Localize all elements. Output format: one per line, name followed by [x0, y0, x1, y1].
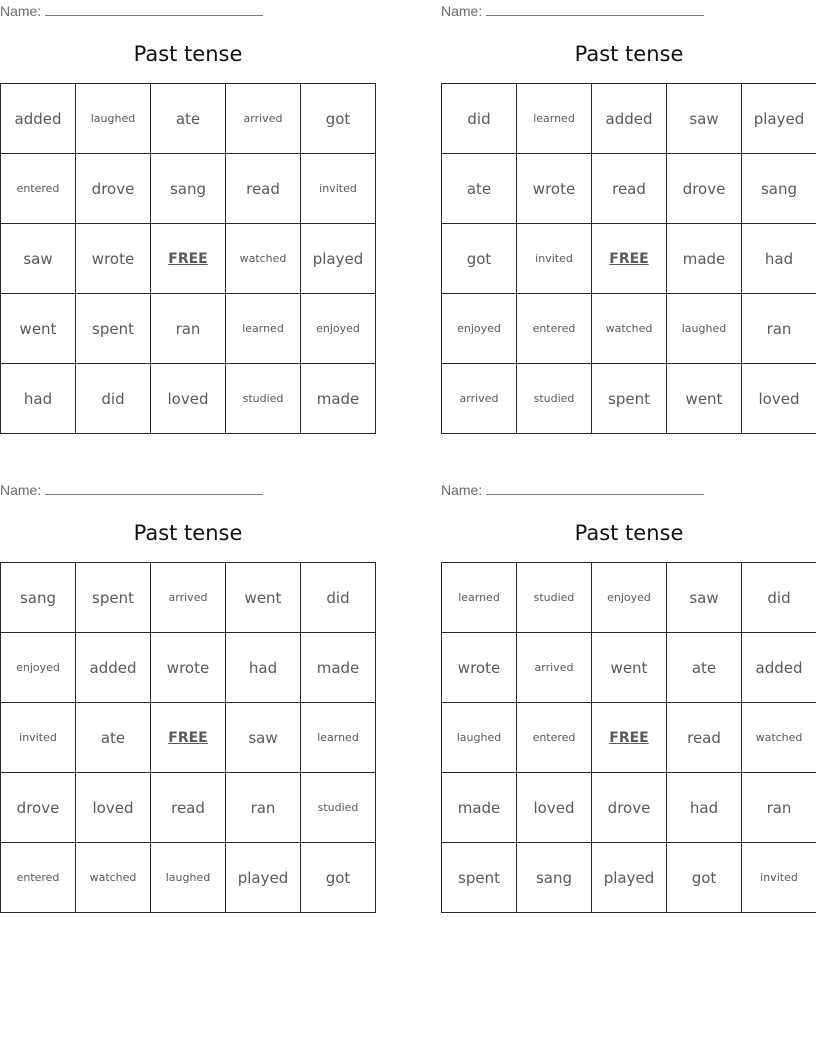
bingo-cell[interactable]: added	[742, 633, 816, 703]
grid-row	[442, 84, 816, 154]
bingo-cell[interactable]: had	[226, 633, 301, 703]
name-blank[interactable]	[486, 482, 704, 495]
bingo-cell[interactable]: drove	[76, 154, 151, 224]
bingo-cell[interactable]: wrote	[76, 224, 151, 294]
bingo-cell[interactable]: enjoyed	[1, 633, 76, 703]
name-label: Name:	[0, 3, 42, 19]
name-field	[441, 3, 704, 19]
name-field	[441, 482, 704, 498]
bingo-cell[interactable]: entered	[517, 294, 592, 364]
bingo-cell[interactable]: invited	[742, 843, 816, 913]
free-space[interactable]: FREE	[592, 224, 667, 294]
grid-row	[1, 703, 376, 773]
grid-row	[442, 364, 816, 434]
bingo-cell[interactable]: spent	[76, 294, 151, 364]
bingo-cell[interactable]: enjoyed	[592, 563, 667, 633]
bingo-cell[interactable]: did	[301, 563, 376, 633]
bingo-cell[interactable]: entered	[1, 843, 76, 913]
bingo-cell[interactable]: read	[592, 154, 667, 224]
bingo-cell[interactable]: ran	[742, 773, 816, 843]
bingo-cell[interactable]: had	[667, 773, 742, 843]
bingo-cell[interactable]: entered	[517, 703, 592, 773]
bingo-cell[interactable]: laughed	[667, 294, 742, 364]
grid-row	[1, 633, 376, 703]
bingo-cell[interactable]: saw	[1, 224, 76, 294]
bingo-cell[interactable]: read	[151, 773, 226, 843]
bingo-cell[interactable]: studied	[226, 364, 301, 434]
bingo-cell[interactable]: invited	[1, 703, 76, 773]
bingo-cell[interactable]: drove	[667, 154, 742, 224]
bingo-cell[interactable]: wrote	[151, 633, 226, 703]
free-space[interactable]: FREE	[151, 224, 226, 294]
bingo-cell[interactable]: entered	[1, 154, 76, 224]
bingo-cell[interactable]: spent	[76, 563, 151, 633]
bingo-cell[interactable]: learned	[226, 294, 301, 364]
bingo-cell[interactable]: watched	[226, 224, 301, 294]
bingo-cell[interactable]: enjoyed	[301, 294, 376, 364]
grid-row	[442, 294, 816, 364]
bingo-cell[interactable]: loved	[151, 364, 226, 434]
grid-row	[1, 563, 376, 633]
bingo-cell[interactable]: ran	[151, 294, 226, 364]
bingo-cell[interactable]: watched	[76, 843, 151, 913]
name-label: Name:	[441, 482, 483, 498]
grid-row	[442, 224, 816, 294]
bingo-cell[interactable]: laughed	[442, 703, 517, 773]
bingo-cell[interactable]: learned	[442, 563, 517, 633]
bingo-cell[interactable]: enjoyed	[442, 294, 517, 364]
bingo-cell[interactable]: learned	[517, 84, 592, 154]
bingo-cell[interactable]: ate	[76, 703, 151, 773]
name-field	[0, 3, 263, 19]
name-blank[interactable]	[486, 3, 704, 16]
bingo-cell[interactable]: made	[667, 224, 742, 294]
free-space[interactable]: FREE	[592, 703, 667, 773]
grid-row	[442, 563, 816, 633]
bingo-cell[interactable]: went	[1, 294, 76, 364]
bingo-cell[interactable]: saw	[226, 703, 301, 773]
bingo-cell[interactable]: made	[301, 633, 376, 703]
bingo-cell[interactable]: loved	[517, 773, 592, 843]
bingo-cell[interactable]: played	[226, 843, 301, 913]
grid-row	[1, 224, 376, 294]
grid-row	[442, 703, 816, 773]
bingo-cell[interactable]: saw	[667, 84, 742, 154]
bingo-cell[interactable]: went	[226, 563, 301, 633]
bingo-cell[interactable]: drove	[1, 773, 76, 843]
bingo-cell[interactable]: ran	[742, 294, 816, 364]
card-title: Past tense	[133, 521, 243, 545]
free-space[interactable]: FREE	[151, 703, 226, 773]
bingo-grid	[441, 562, 816, 913]
bingo-cell[interactable]: sang	[742, 154, 816, 224]
bingo-cell[interactable]: spent	[442, 843, 517, 913]
bingo-cell[interactable]: saw	[667, 563, 742, 633]
bingo-cell[interactable]: got	[301, 843, 376, 913]
grid-row	[1, 773, 376, 843]
bingo-cell[interactable]: ate	[151, 84, 226, 154]
bingo-cell[interactable]: arrived	[442, 364, 517, 434]
bingo-cell[interactable]: played	[301, 224, 376, 294]
bingo-cell[interactable]: read	[226, 154, 301, 224]
bingo-cell[interactable]: ran	[226, 773, 301, 843]
card-title: Past tense	[133, 42, 243, 66]
grid-row	[1, 84, 376, 154]
bingo-cell[interactable]: made	[301, 364, 376, 434]
card-title: Past tense	[574, 521, 684, 545]
grid-row	[442, 773, 816, 843]
bingo-cell[interactable]: invited	[301, 154, 376, 224]
bingo-cell[interactable]: had	[742, 224, 816, 294]
name-blank[interactable]	[45, 3, 263, 16]
bingo-grid	[441, 83, 816, 434]
bingo-cell[interactable]: sang	[517, 843, 592, 913]
bingo-cell[interactable]: learned	[301, 703, 376, 773]
bingo-cell[interactable]: got	[442, 224, 517, 294]
bingo-cell[interactable]: played	[742, 84, 816, 154]
bingo-cell[interactable]: played	[592, 843, 667, 913]
bingo-cell[interactable]: ate	[667, 633, 742, 703]
bingo-cell[interactable]: got	[667, 843, 742, 913]
bingo-cell[interactable]: studied	[301, 773, 376, 843]
bingo-cell[interactable]: got	[301, 84, 376, 154]
bingo-cell[interactable]: added	[592, 84, 667, 154]
grid-row	[1, 364, 376, 434]
bingo-cell[interactable]: sang	[151, 154, 226, 224]
grid-row	[1, 294, 376, 364]
bingo-cell[interactable]: made	[442, 773, 517, 843]
bingo-cell[interactable]: did	[76, 364, 151, 434]
bingo-cell[interactable]: laughed	[76, 84, 151, 154]
bingo-cell[interactable]: ate	[442, 154, 517, 224]
bingo-cell[interactable]: studied	[517, 563, 592, 633]
bingo-cell[interactable]: studied	[517, 364, 592, 434]
name-field	[0, 482, 263, 498]
bingo-cell[interactable]: arrived	[226, 84, 301, 154]
grid-row	[442, 843, 816, 913]
bingo-cell[interactable]: went	[592, 633, 667, 703]
grid-row	[442, 154, 816, 224]
bingo-cell[interactable]: did	[742, 563, 816, 633]
bingo-cell[interactable]: added	[1, 84, 76, 154]
bingo-cell[interactable]: loved	[742, 364, 816, 434]
bingo-cell[interactable]: added	[76, 633, 151, 703]
bingo-cell[interactable]: spent	[592, 364, 667, 434]
bingo-cell[interactable]: arrived	[151, 563, 226, 633]
bingo-grid	[0, 83, 376, 434]
bingo-cell[interactable]: read	[667, 703, 742, 773]
bingo-cell[interactable]: watched	[742, 703, 816, 773]
card-title: Past tense	[574, 42, 684, 66]
bingo-cell[interactable]: did	[442, 84, 517, 154]
name-label: Name:	[0, 482, 42, 498]
name-label: Name:	[441, 3, 483, 19]
bingo-grid	[0, 562, 376, 913]
name-blank[interactable]	[45, 482, 263, 495]
bingo-cell[interactable]: wrote	[442, 633, 517, 703]
grid-row	[442, 633, 816, 703]
bingo-cell[interactable]: arrived	[517, 633, 592, 703]
bingo-cell[interactable]: drove	[592, 773, 667, 843]
grid-row	[1, 843, 376, 913]
bingo-cell[interactable]: loved	[76, 773, 151, 843]
bingo-cell[interactable]: invited	[517, 224, 592, 294]
bingo-cell[interactable]: watched	[592, 294, 667, 364]
bingo-cell[interactable]: went	[667, 364, 742, 434]
bingo-cell[interactable]: wrote	[517, 154, 592, 224]
bingo-cell[interactable]: sang	[1, 563, 76, 633]
bingo-cell[interactable]: had	[1, 364, 76, 434]
grid-row	[1, 154, 376, 224]
bingo-cell[interactable]: laughed	[151, 843, 226, 913]
